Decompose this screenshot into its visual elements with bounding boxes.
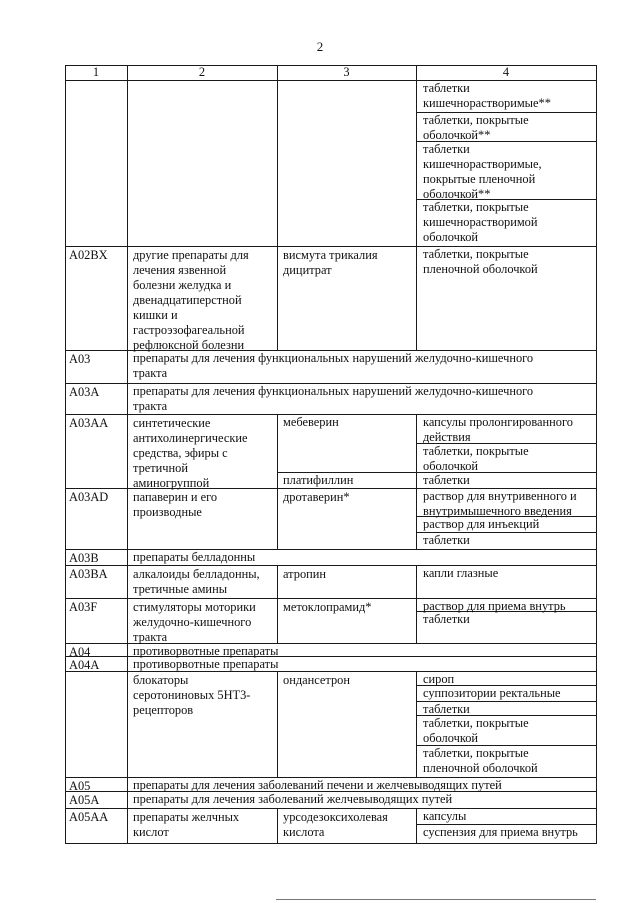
column-divider: [596, 656, 597, 672]
dosage-form-cell: капли глазные: [423, 566, 499, 580]
substance-cell: ондансетрон: [283, 673, 350, 687]
column-divider: [277, 246, 278, 351]
column-divider: [277, 488, 278, 550]
column-divider: [127, 414, 128, 489]
column-divider: [127, 791, 128, 809]
bottom-rule: [276, 899, 596, 900]
column-divider: [416, 808, 417, 844]
column-divider: [127, 565, 128, 599]
atc-code-cell: A03AA: [69, 416, 109, 430]
atc-code-cell: A03AD: [69, 490, 109, 504]
column-divider: [596, 808, 597, 844]
column-divider: [277, 414, 278, 489]
substance-cell: дротаверин*: [283, 490, 350, 504]
column-divider: [596, 791, 597, 809]
column-divider: [127, 671, 128, 778]
column-divider: [65, 656, 66, 672]
dosage-form-cell: таблетки: [423, 533, 470, 547]
pharm-group-cell: препараты желчных кислот: [133, 810, 240, 839]
column-divider: [596, 777, 597, 792]
dosage-form-cell: таблетки кишечнорастворимые, покрытые пленочной оболочкой**: [423, 142, 542, 201]
atc-code-cell: A03BA: [69, 567, 108, 581]
column-divider: [596, 65, 597, 81]
header-cell: 1: [92, 65, 100, 79]
substance-cell: платифиллин: [283, 473, 354, 487]
column-divider: [596, 80, 597, 247]
pharm-group-cell: другие препараты для лечения язвенной болезни желудка и двенадцатиперстной кишки и гастроэзофагеальной рефлюксной болезни: [133, 248, 249, 352]
column-divider: [416, 598, 417, 644]
dosage-form-cell: капсулы пролонгированного действия: [423, 415, 573, 444]
column-divider: [127, 350, 128, 384]
dosage-form-cell: таблетки, покрытые оболочкой: [423, 444, 529, 473]
atc-code-cell: A02BX: [69, 248, 108, 262]
dosage-form-cell: таблетки: [423, 473, 470, 487]
column-divider: [596, 350, 597, 384]
dosage-form-cell: таблетки: [423, 612, 470, 626]
group-span-cell: препараты для лечения функциональных нарушений желудочно-кишечного тракта: [133, 384, 534, 413]
column-divider: [596, 565, 597, 599]
column-divider: [65, 246, 66, 351]
header-cell: 2: [198, 65, 206, 79]
column-divider: [65, 777, 66, 792]
column-divider: [65, 414, 66, 489]
column-divider: [416, 414, 417, 489]
column-divider: [596, 383, 597, 415]
group-span-cell: противорвотные препараты: [133, 657, 279, 671]
substance-cell: мебеверин: [283, 415, 339, 429]
column-divider: [65, 791, 66, 809]
column-divider: [416, 80, 417, 247]
column-divider: [277, 598, 278, 644]
column-divider: [596, 549, 597, 566]
dosage-form-cell: таблетки, покрытые пленочной оболочкой: [423, 247, 538, 276]
dosage-form-cell: таблетки: [423, 702, 470, 716]
group-span-cell: препараты для лечения функциональных нарушений желудочно-кишечного тракта: [133, 351, 534, 380]
column-divider: [277, 565, 278, 599]
column-divider: [65, 65, 66, 81]
column-divider: [65, 80, 66, 247]
atc-code-cell: A03A: [69, 385, 100, 399]
dosage-form-cell: капсулы: [423, 809, 467, 823]
dosage-form-cell: раствор для инъекций: [423, 517, 540, 531]
group-span-cell: противорвотные препараты: [133, 644, 279, 658]
column-divider: [127, 598, 128, 644]
column-divider: [127, 383, 128, 415]
column-divider: [127, 643, 128, 657]
column-divider: [596, 414, 597, 489]
header-cell: 4: [502, 65, 510, 79]
pharm-group-cell: алкалоиды белладонны, третичные амины: [133, 567, 260, 596]
dosage-form-cell: раствор для приема внутрь: [423, 599, 566, 613]
column-divider: [65, 383, 66, 415]
column-divider: [596, 246, 597, 351]
dosage-form-cell: сироп: [423, 672, 455, 686]
dosage-form-cell: таблетки, покрытые оболочкой: [423, 716, 529, 745]
column-divider: [127, 808, 128, 844]
column-divider: [65, 808, 66, 844]
group-span-cell: препараты белладонны: [133, 550, 256, 564]
column-divider: [596, 598, 597, 644]
dosage-form-cell: таблетки, покрытые пленочной оболочкой: [423, 746, 538, 775]
column-divider: [65, 488, 66, 550]
group-span-cell: препараты для лечения заболеваний печени и желчевыводящих путей: [133, 778, 502, 792]
page-number: 2: [316, 39, 324, 54]
column-divider: [596, 488, 597, 550]
pharm-group-cell: блокаторы серотониновых 5HT3- рецепторов: [133, 673, 251, 717]
substance-cell: висмута трикалия дицитрат: [283, 248, 378, 277]
column-divider: [127, 65, 128, 81]
column-divider: [596, 671, 597, 778]
dosage-form-cell: раствор для внутривенного и внутримышечного введения: [423, 489, 577, 518]
atc-code-cell: A05: [69, 779, 91, 793]
substance-cell: урсодезоксихолевая кислота: [283, 810, 388, 839]
atc-code-cell: A03: [69, 352, 91, 366]
column-divider: [277, 80, 278, 247]
column-divider: [65, 643, 66, 657]
column-divider: [416, 671, 417, 778]
column-divider: [65, 350, 66, 384]
column-divider: [65, 549, 66, 566]
group-span-cell: препараты для лечения заболеваний желчевыводящих путей: [133, 792, 453, 806]
atc-code-cell: A04A: [69, 658, 100, 672]
column-divider: [596, 643, 597, 657]
atc-code-cell: A05AA: [69, 810, 109, 824]
column-divider: [127, 777, 128, 792]
pharm-group-cell: синтетические антихолинергические средства, эфиры с третичной аминогруппой: [133, 416, 248, 490]
dosage-form-cell: таблетки, покрытые кишечнорастворимой оболочкой: [423, 200, 538, 244]
atc-code-cell: A04: [69, 645, 91, 659]
dosage-form-cell: суппозитории ректальные: [423, 686, 561, 700]
column-divider: [416, 488, 417, 550]
column-divider: [127, 246, 128, 351]
dosage-form-cell: таблетки кишечнорастворимые**: [423, 81, 551, 110]
substance-cell: метоклопрамид*: [283, 600, 372, 614]
atc-code-cell: A03F: [69, 600, 98, 614]
column-divider: [416, 246, 417, 351]
column-divider: [277, 808, 278, 844]
row-divider: [65, 843, 596, 844]
column-divider: [416, 565, 417, 599]
header-cell: 3: [343, 65, 350, 79]
column-divider: [416, 65, 417, 81]
column-divider: [127, 488, 128, 550]
substance-cell: атропин: [283, 567, 327, 581]
column-divider: [65, 598, 66, 644]
atc-code-cell: A05A: [69, 793, 100, 807]
pharm-group-cell: папаверин и его производные: [133, 490, 218, 519]
pharm-group-cell: стимуляторы моторики желудочно-кишечного тракта: [133, 600, 256, 644]
column-divider: [127, 80, 128, 247]
dosage-form-cell: суспензия для приема внутрь: [423, 825, 578, 839]
column-divider: [127, 549, 128, 566]
column-divider: [65, 671, 66, 778]
column-divider: [277, 65, 278, 81]
column-divider: [277, 671, 278, 778]
column-divider: [127, 656, 128, 672]
atc-code-cell: A03B: [69, 551, 99, 565]
column-divider: [65, 565, 66, 599]
dosage-form-cell: таблетки, покрытые оболочкой**: [423, 113, 529, 142]
